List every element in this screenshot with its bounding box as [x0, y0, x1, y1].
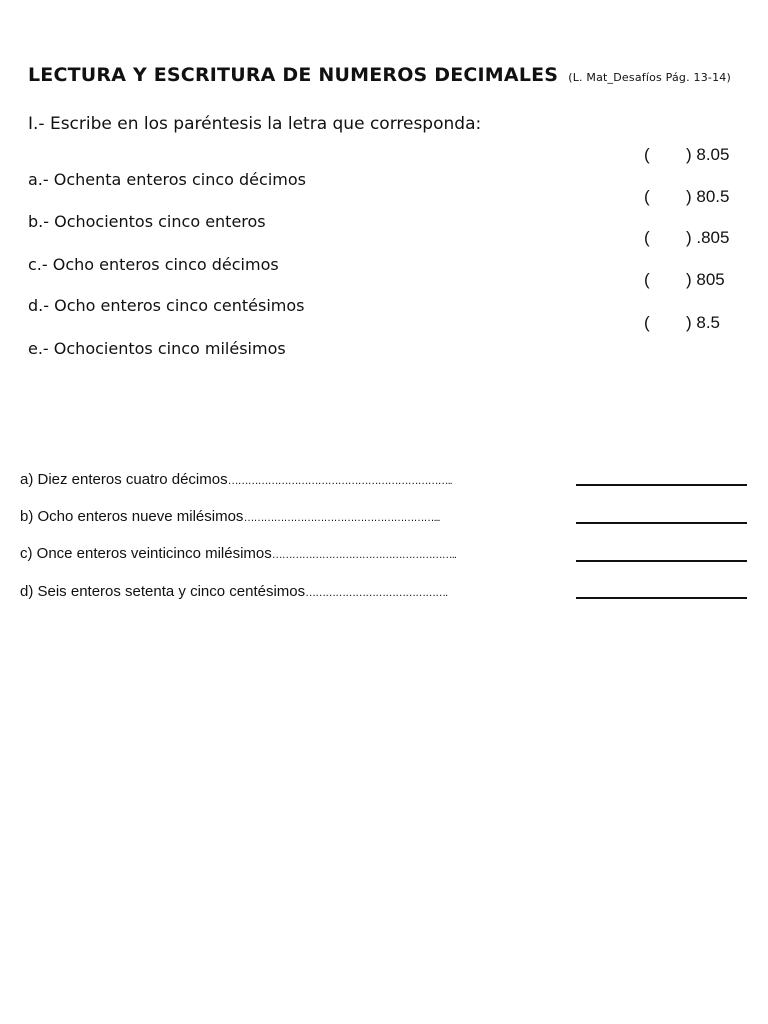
answer-row-4	[644, 270, 725, 290]
answer-value: ) 8.5	[686, 313, 721, 332]
dot-leader: …………………………………….	[305, 587, 448, 599]
option-e: e.- Ochocientos cinco milésimos	[28, 339, 286, 358]
write-item-text: b) Ocho enteros nueve milésimos	[20, 508, 244, 525]
write-item-text: c) Once enteros veinticinco milésimos	[20, 545, 272, 562]
answer-paren: (	[644, 228, 650, 247]
answer-paren: (	[644, 187, 650, 206]
write-item-b	[20, 508, 440, 525]
title-reference: (L. Mat_Desafíos Pág. 13-14)	[568, 71, 731, 84]
answer-paren: (	[644, 313, 650, 332]
answer-value: ) 8.05	[686, 145, 730, 164]
option-d: d.- Ocho enteros cinco centésimos	[28, 296, 305, 315]
answer-row-5	[644, 313, 720, 333]
title-text: LECTURA Y ESCRITURA DE NUMEROS DECIMALES	[28, 64, 559, 86]
write-item-text: d) Seis enteros setenta y cinco centésimos	[20, 583, 306, 600]
option-b: b.- Ochocientos cinco enteros	[28, 212, 266, 231]
answer-row-3	[644, 228, 729, 248]
page-title	[28, 64, 731, 86]
answer-value: ) 805	[686, 270, 725, 289]
write-item-d	[20, 583, 447, 600]
dot-leader: ………………………………………………..	[271, 549, 456, 561]
dot-leader: …………………………………………………………..	[227, 475, 452, 487]
answer-paren: (	[644, 270, 650, 289]
write-item-c	[20, 545, 456, 562]
write-item-a	[20, 471, 452, 488]
answer-blank-d[interactable]	[576, 597, 747, 599]
option-c: c.- Ocho enteros cinco décimos	[28, 255, 279, 274]
answer-row-1	[644, 145, 729, 165]
dot-leader: …………………………………………………...	[243, 512, 440, 524]
answer-blank-a[interactable]	[576, 484, 747, 486]
instruction: I.- Escribe en los paréntesis la letra que corresponda:	[28, 114, 482, 134]
answer-value: ) .805	[686, 228, 730, 247]
answer-blank-b[interactable]	[576, 522, 747, 524]
answer-value: ) 80.5	[686, 187, 730, 206]
answer-paren: (	[644, 145, 650, 164]
write-item-text: a) Diez enteros cuatro décimos	[20, 471, 228, 488]
answer-blank-c[interactable]	[576, 560, 747, 562]
option-a: a.- Ochenta enteros cinco décimos	[28, 170, 306, 189]
answer-row-2	[644, 187, 729, 207]
